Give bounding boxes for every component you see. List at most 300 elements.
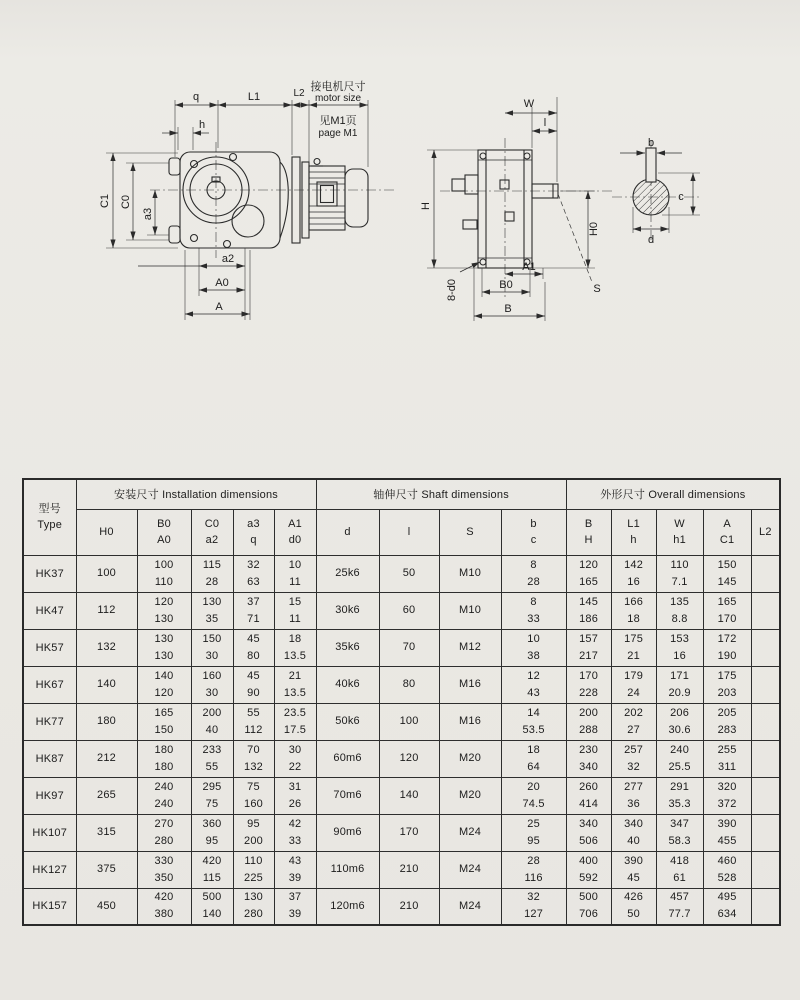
cell-value: M24: [459, 863, 482, 875]
cell-value: M10: [459, 567, 482, 579]
cell-value: 24: [627, 686, 640, 699]
table-cell: [274, 740, 316, 777]
cell-value: 130: [154, 632, 174, 645]
cell-value: 418: [670, 854, 690, 867]
table-cell: [379, 888, 439, 925]
table-cell: [703, 777, 751, 814]
col-header-label: H0: [99, 526, 114, 538]
cell-value: 145: [717, 575, 737, 588]
cell-value: 506: [579, 834, 599, 847]
col-header-L1-h: [611, 509, 656, 555]
table-cell: [379, 555, 439, 592]
table-cell: [316, 703, 379, 740]
cell-value: 450: [97, 899, 116, 912]
table-cell: [611, 888, 656, 925]
cell-value: 171: [670, 669, 690, 682]
cell-value: 375: [97, 863, 116, 875]
table-cell: [439, 629, 501, 666]
table-cell: [76, 814, 137, 851]
cell-value: 8: [530, 558, 537, 571]
table-cell: [137, 629, 191, 666]
cell-value: 166: [624, 595, 644, 608]
table-cell: [316, 555, 379, 592]
table-cell: [656, 703, 703, 740]
group-header-overall: [566, 479, 780, 509]
table-cell: [656, 629, 703, 666]
cell-value: 120m6: [330, 899, 365, 912]
dim-label-bolt-holes: 8-d0: [446, 278, 458, 302]
table-cell: [274, 777, 316, 814]
table-cell: [191, 777, 233, 814]
cell-value: 400: [579, 854, 599, 867]
cell-value: 230: [579, 743, 599, 756]
table-cell: [751, 703, 780, 740]
cell-value: 38: [527, 649, 540, 662]
cell-value: 8.8: [671, 612, 688, 625]
table-row: [23, 888, 780, 925]
cell-value: 32: [627, 760, 640, 773]
table-cell: [439, 555, 501, 592]
cell-value: 170: [399, 826, 419, 838]
cell-value: 20: [527, 780, 540, 793]
table-cell: [656, 666, 703, 703]
table-cell: [439, 814, 501, 851]
table-cell: [137, 888, 191, 925]
cell-value: 110: [670, 558, 689, 571]
cell-value: 25k6: [335, 567, 360, 579]
table-row: [23, 555, 780, 592]
cell-value: 295: [202, 780, 222, 793]
cell-value: 210: [399, 863, 419, 875]
table-cell: [566, 703, 611, 740]
table-cell: [233, 814, 274, 851]
cell-value: 165: [154, 706, 174, 719]
cell-value: 225: [244, 871, 263, 884]
cell-value: M10: [459, 604, 482, 616]
dim-label-a3: a3: [142, 207, 154, 221]
cell-value: 8: [530, 595, 537, 608]
front-bottom-dimensions: [138, 248, 250, 320]
cell-value: 160: [202, 669, 222, 682]
cell-value: 280: [244, 908, 263, 921]
col-header-B-H: [566, 509, 611, 555]
dim-label-a2: a2: [221, 253, 235, 265]
cell-value: 42: [288, 817, 302, 830]
adapter-flange: [292, 157, 309, 243]
cell-value: 130: [244, 891, 263, 904]
table-cell: [751, 851, 780, 888]
shaft-section-view: [612, 137, 702, 246]
cell-value: 50: [402, 567, 416, 579]
table-row: [23, 629, 780, 666]
cell-value: 11: [289, 612, 301, 625]
cell-value: 21: [627, 649, 640, 662]
cell-value: 13.5: [283, 686, 307, 699]
table-cell: [379, 666, 439, 703]
group-header-installation: [76, 479, 316, 509]
cell-value: 420: [154, 891, 174, 904]
cell-value: 71: [247, 612, 260, 625]
type-header-cn: 型号: [38, 503, 61, 516]
table-row: [23, 703, 780, 740]
table-cell: [379, 592, 439, 629]
table-cell: [379, 740, 439, 777]
dim-label-b: b: [647, 137, 655, 149]
table-cell: [274, 888, 316, 925]
cell-value: M12: [459, 641, 482, 653]
row-type-label: HK67: [23, 666, 76, 703]
dim-label-S: S: [593, 283, 601, 295]
cell-value: 30: [205, 649, 219, 662]
cell-value: 350: [154, 871, 174, 884]
table-cell: [316, 629, 379, 666]
table-cell: [751, 888, 780, 925]
table-cell: [501, 592, 566, 629]
table-cell: [703, 740, 751, 777]
cell-value: 18: [627, 612, 640, 625]
cell-value: 145: [579, 595, 599, 608]
cell-value: 228: [579, 686, 599, 699]
cell-value: 140: [202, 908, 222, 921]
dim-label-H0: H0: [588, 221, 600, 237]
cell-value: 18: [527, 743, 540, 756]
table-cell: [611, 666, 656, 703]
table-cell: [274, 592, 316, 629]
cell-value: 212: [97, 752, 116, 764]
cell-value: 592: [579, 871, 599, 884]
cell-value: 240: [154, 780, 174, 793]
col-header-b-c: [501, 509, 566, 555]
table-cell: [379, 777, 439, 814]
table-cell: [233, 851, 274, 888]
dim-label-d: d: [647, 234, 655, 246]
type-header-en: Type: [37, 519, 63, 532]
table-cell: [611, 703, 656, 740]
col-header-W-h1: [656, 509, 703, 555]
col-header-label: a3: [247, 518, 260, 530]
group-overall-cn: 外形尺寸: [600, 489, 646, 502]
cell-value: 70: [402, 641, 416, 653]
table-cell: [191, 703, 233, 740]
cell-value: 100: [154, 558, 174, 571]
cell-value: 500: [579, 891, 599, 904]
cell-value: M20: [459, 752, 482, 764]
table-cell: [501, 851, 566, 888]
col-header-label: B0: [157, 518, 171, 530]
cell-value: 132: [244, 760, 263, 773]
col-header-label: H: [584, 534, 593, 546]
table-cell: [439, 740, 501, 777]
table-cell: [566, 777, 611, 814]
cell-value: 33: [527, 612, 540, 625]
cell-value: 205: [717, 706, 737, 719]
table-cell: [379, 703, 439, 740]
cell-value: 140: [399, 789, 419, 801]
col-header-S: [439, 509, 501, 555]
table-cell: [233, 740, 274, 777]
table-cell: [703, 666, 751, 703]
cell-value: 135: [670, 595, 690, 608]
table-cell: [76, 629, 137, 666]
table-cell: [76, 740, 137, 777]
cell-value: 340: [624, 817, 644, 830]
col-header-label: b: [530, 518, 537, 530]
col-header-label: C1: [719, 534, 735, 546]
table-cell: [656, 814, 703, 851]
col-header-B0-A0: [137, 509, 191, 555]
table-cell: [501, 814, 566, 851]
cell-value: 45: [247, 632, 260, 645]
cell-value: 50k6: [335, 715, 360, 727]
table-cell: [751, 814, 780, 851]
row-type-label: HK87: [23, 740, 76, 777]
row-type-label: HK37: [23, 555, 76, 592]
col-header-L2: [751, 509, 780, 555]
cell-value: 16: [673, 649, 686, 662]
table-cell: [703, 851, 751, 888]
table-cell: [566, 629, 611, 666]
table-body: [23, 555, 780, 925]
row-type-label: HK77: [23, 703, 76, 740]
table-cell: [233, 592, 274, 629]
table-row: [23, 814, 780, 851]
table-cell: [274, 666, 316, 703]
cell-value: 23.5: [283, 706, 307, 719]
table-cell: [274, 629, 316, 666]
cell-value: 35: [205, 612, 219, 625]
col-header-label: a2: [205, 534, 219, 546]
cell-value: 255: [717, 743, 737, 756]
cell-value: 142: [624, 558, 644, 571]
table-cell: [137, 814, 191, 851]
cell-value: 110: [154, 575, 174, 588]
cell-value: 22: [288, 760, 302, 773]
cell-value: 10: [527, 632, 540, 645]
table-cell: [656, 777, 703, 814]
cell-value: 64: [527, 760, 540, 773]
table-cell: [76, 888, 137, 925]
cell-value: 40: [205, 723, 219, 736]
cell-value: 190: [717, 649, 737, 662]
page-ref-cn: 见M1页: [319, 115, 357, 127]
table-cell: [76, 851, 137, 888]
table-cell: [566, 851, 611, 888]
cell-value: 132: [97, 641, 116, 653]
cell-value: 280: [154, 834, 174, 847]
table-cell: [656, 555, 703, 592]
table-cell: [751, 740, 780, 777]
cell-value: M24: [459, 899, 482, 912]
col-header-label: A1: [288, 518, 302, 530]
table-cell: [316, 777, 379, 814]
cell-value: 115: [202, 558, 222, 571]
table-cell: [656, 851, 703, 888]
table-cell: [751, 777, 780, 814]
cell-value: 175: [717, 669, 737, 682]
table-cell: [274, 555, 316, 592]
cell-value: 457: [670, 891, 690, 904]
motor-size-note-cn: 接电机尺寸: [310, 81, 366, 93]
table-cell: [76, 555, 137, 592]
table-cell: [191, 740, 233, 777]
table-cell: [233, 777, 274, 814]
cell-value: 74.5: [522, 797, 545, 810]
table-cell: [191, 814, 233, 851]
cell-value: 21: [288, 669, 302, 682]
side-dimensions: [420, 97, 601, 321]
table-cell: [566, 888, 611, 925]
cell-value: 140: [154, 669, 174, 682]
cell-value: 160: [244, 797, 263, 810]
cell-value: 347: [670, 817, 690, 830]
col-header-label: h: [630, 534, 637, 546]
table-cell: [379, 851, 439, 888]
row-type-label: HK47: [23, 592, 76, 629]
subheader-row: [23, 509, 780, 555]
cell-value: 130: [154, 649, 174, 662]
cell-value: 28: [205, 575, 219, 588]
cell-value: 45: [627, 871, 640, 884]
cell-value: 12: [527, 669, 540, 682]
table-cell: [137, 740, 191, 777]
table-cell: [137, 592, 191, 629]
cell-value: 200: [202, 706, 222, 719]
cell-value: 500: [202, 891, 222, 904]
table-cell: [703, 888, 751, 925]
cell-value: 127: [524, 908, 544, 921]
dim-label-q: q: [192, 91, 200, 103]
table-cell: [566, 814, 611, 851]
table-cell: [137, 851, 191, 888]
table-cell: [566, 555, 611, 592]
table-cell: [611, 740, 656, 777]
col-header-label: l: [407, 526, 411, 538]
cell-value: 311: [718, 760, 737, 773]
cell-value: 172: [717, 632, 737, 645]
cell-value: 217: [579, 649, 599, 662]
cell-value: 43: [288, 854, 302, 867]
dim-label-l: l: [543, 117, 547, 129]
cell-value: 61: [673, 871, 686, 884]
col-header-label: d: [344, 526, 351, 538]
cell-value: 100: [399, 715, 419, 727]
cell-value: 40k6: [335, 678, 360, 690]
row-type-label: HK57: [23, 629, 76, 666]
cell-value: 37: [288, 891, 302, 904]
table-cell: [191, 629, 233, 666]
table-cell: [439, 888, 501, 925]
cell-value: 15: [288, 595, 302, 608]
table-cell: [137, 555, 191, 592]
table-cell: [566, 592, 611, 629]
cell-value: 60: [402, 604, 416, 616]
cell-value: 165: [717, 595, 737, 608]
table-cell: [611, 851, 656, 888]
dim-label-C0: C0: [120, 194, 132, 210]
table-cell: [751, 666, 780, 703]
col-header-label: S: [466, 526, 474, 538]
table-cell: [703, 555, 751, 592]
cell-value: 25.5: [668, 760, 691, 773]
col-header-H0: [76, 509, 137, 555]
cell-value: 340: [579, 817, 599, 830]
dim-label-L1: L1: [247, 91, 261, 103]
table-cell: [137, 777, 191, 814]
table-cell: [233, 888, 274, 925]
cell-value: 495: [717, 891, 737, 904]
group-installation-cn: 安装尺寸: [114, 489, 159, 502]
cell-value: 180: [154, 743, 174, 756]
cell-value: 157: [579, 632, 599, 645]
table-cell: [566, 666, 611, 703]
cell-value: 120: [154, 595, 174, 608]
cell-value: 460: [717, 854, 737, 867]
cell-value: 380: [154, 908, 174, 921]
cell-value: 30: [288, 743, 302, 756]
cell-value: 120: [399, 752, 419, 764]
group-header-shaft: [316, 479, 566, 509]
cell-value: 18: [288, 632, 302, 645]
cell-value: 26: [288, 797, 302, 810]
cell-value: 426: [624, 891, 644, 904]
cell-value: 55: [247, 706, 260, 719]
cell-value: 206: [670, 706, 690, 719]
cell-value: 130: [202, 595, 222, 608]
motor: [309, 159, 368, 231]
cell-value: 36: [627, 797, 640, 810]
col-header-label: h1: [673, 534, 686, 546]
cell-value: 55: [205, 760, 219, 773]
table-cell: [316, 592, 379, 629]
cell-value: M24: [459, 826, 482, 838]
group-overall-en: Overall dimensions: [648, 489, 746, 502]
dim-label-A: A: [215, 301, 223, 313]
cell-value: 13.5: [283, 649, 307, 662]
table-cell: [611, 555, 656, 592]
dim-label-B0: B0: [499, 279, 513, 291]
cell-value: 90: [247, 686, 260, 699]
cell-value: 330: [154, 854, 174, 867]
col-header-d: [316, 509, 379, 555]
side-view: [420, 97, 612, 321]
table-row: [23, 777, 780, 814]
table-cell: [191, 666, 233, 703]
table-cell: [316, 851, 379, 888]
table-cell: [501, 666, 566, 703]
cell-value: 170: [579, 669, 599, 682]
cell-value: 70m6: [333, 789, 362, 801]
cell-value: 240: [154, 797, 174, 810]
col-header-label: L1: [627, 518, 640, 530]
cell-value: 112: [244, 723, 263, 736]
table-cell: [566, 740, 611, 777]
row-type-label: HK107: [23, 814, 76, 851]
col-header-label: C0: [204, 518, 220, 530]
cell-value: 203: [717, 686, 737, 699]
cell-value: 257: [624, 743, 644, 756]
cell-value: 150: [717, 558, 737, 571]
front-h-dimension: [162, 119, 209, 150]
cell-value: 260: [579, 780, 599, 793]
cell-value: 95: [247, 817, 260, 830]
table-cell: [501, 555, 566, 592]
cell-value: 390: [624, 854, 644, 867]
table-cell: [76, 777, 137, 814]
cell-value: 16: [627, 575, 640, 588]
cell-value: 112: [97, 604, 116, 616]
table-cell: [656, 888, 703, 925]
table-cell: [233, 629, 274, 666]
